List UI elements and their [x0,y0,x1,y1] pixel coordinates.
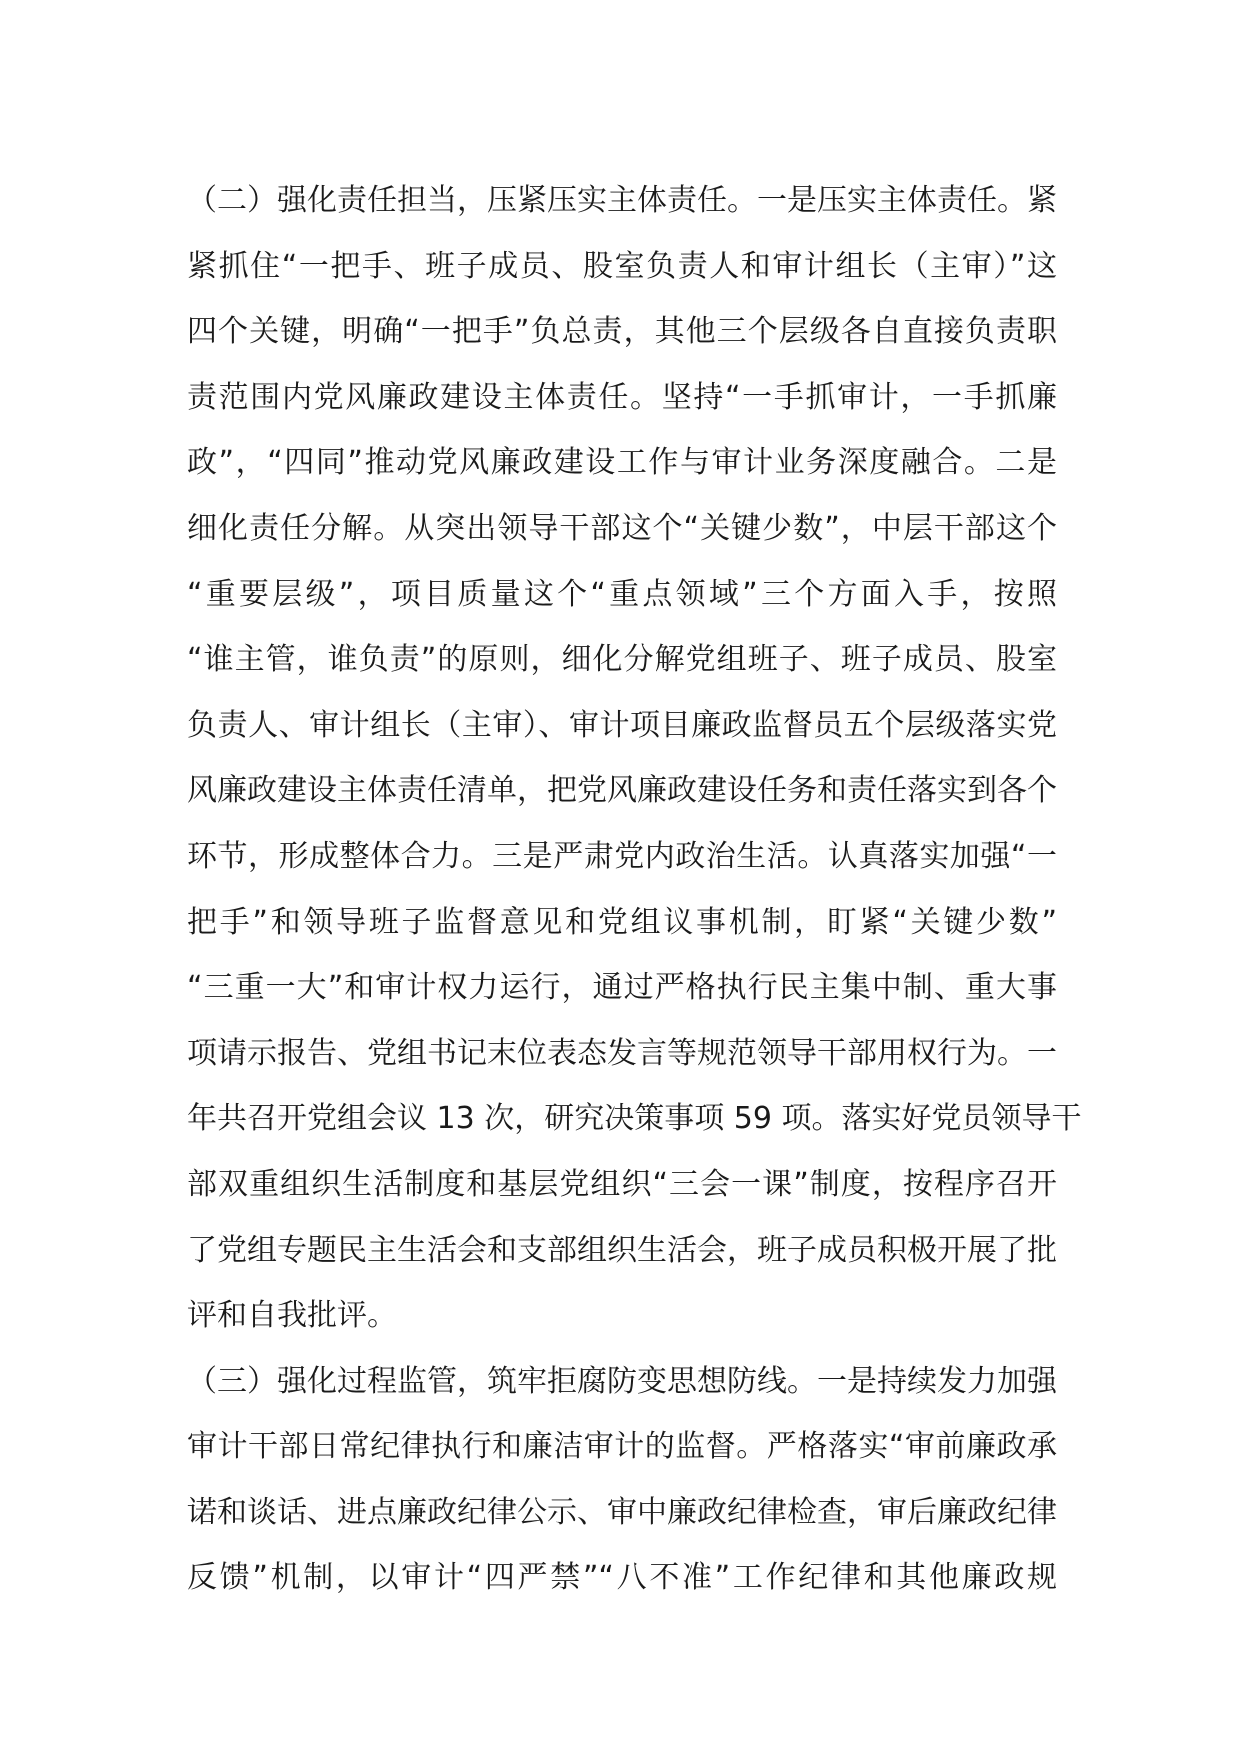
text-line: 环节，形成整体合力。三是严肃党内政治生活。认真落实加强“一 [187,838,1057,874]
text-line: 风廉政建设主体责任清单，把党风廉政建设任务和责任落实到各个 [187,773,1057,809]
text-line: （三）强化过程监管，筑牢拒腐防变思想防线。一是持续发力加强 [187,1363,1057,1399]
text-line: 反馈”机制，以审计“四严禁”“八不准”工作纪律和其他廉政规 [187,1560,1057,1596]
text-line: 细化责任分解。从突出领导干部这个“关键少数”，中层干部这个 [187,510,1057,546]
text-line: 负责人、审计组长（主审）、审计项目廉政监督员五个层级落实党 [187,707,1057,743]
text-line: “三重一大”和审计权力运行，通过严格执行民主集中制、重大事 [187,970,1057,1006]
text-line: “重要层级”，项目质量这个“重点领域”三个方面入手，按照 [187,576,1057,612]
text-line: 紧抓住“一把手、班子成员、股室负责人和审计组长（主审）”这 [187,248,1057,284]
text-line: 年共召开党组会议 13 次，研究决策事项 59 项。落实好党员领导干 [187,1101,1082,1137]
text-line: 四个关键，明确“一把手”负总责，其他三个层级各自直接负责职 [187,314,1057,350]
text-line: 评和自我批评。 [187,1298,397,1334]
text-line: 责范围内党风廉政建设主体责任。坚持“一手抓审计，一手抓廉 [187,379,1057,415]
text-line: 项请示报告、党组书记末位表态发言等规范领导干部用权行为。一 [187,1035,1057,1071]
text-line: 政”，“四同”推动党风廉政建设工作与审计业务深度融合。二是 [187,445,1057,481]
text-line: “谁主管，谁负责”的原则，细化分解党组班子、班子成员、股室 [187,642,1057,678]
text-line: 诺和谈话、进点廉政纪律公示、审中廉政纪律检查，审后廉政纪律 [187,1494,1057,1530]
text-line: 了党组专题民主生活会和支部组织生活会，班子成员积极开展了批 [187,1232,1057,1268]
text-line: 审计干部日常纪律执行和廉洁审计的监督。严格落实“审前廉政承 [187,1429,1057,1465]
text-line: 把手”和领导班子监督意见和党组议事机制，盯紧“关键少数” [187,904,1057,940]
body-text [187,168,1082,1611]
text-line: 部双重组织生活制度和基层党组织“三会一课”制度，按程序召开 [187,1166,1057,1202]
text-line: （二）强化责任担当，压紧压实主体责任。一是压实主体责任。紧 [187,183,1057,218]
